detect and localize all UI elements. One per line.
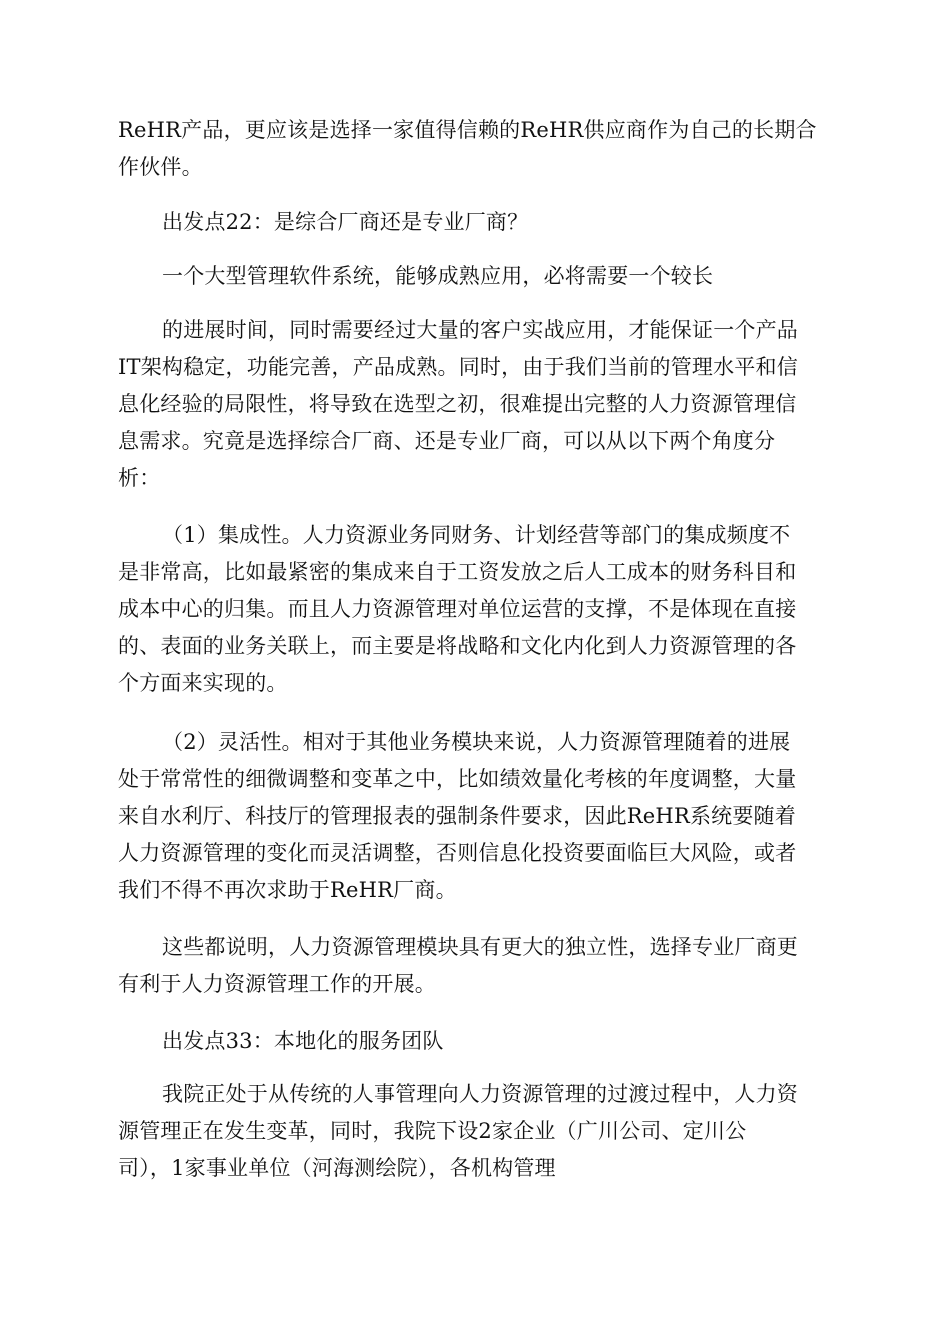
text-line: 来自水利厅、科技厅的管理报表的强制条件要求，因此ReHR系统要随着 [118, 804, 796, 828]
text-line: 有利于人力资源管理工作的开展。 [118, 972, 436, 996]
text-line: （1）集成性。人力资源业务同财务、计划经营等部门的集成频度不 [162, 523, 791, 547]
text-line: 是非常高，比如最紧密的集成来自于工资发放之后人工成本的财务科目和 [118, 560, 797, 584]
text-line: 息化经验的局限性，将导致在选型之初，很难提出完整的人力资源管理信 [118, 392, 797, 416]
text-line: 的、表面的业务关联上，而主要是将战略和文化内化到人力资源管理的各 [118, 634, 797, 658]
text-line: 成本中心的归集。而且人力资源管理对单位运营的支撑，不是体现在直接 [118, 597, 797, 621]
text-line: 息需求。究竟是选择综合厂商、还是专业厂商，可以从以下两个角度分 [118, 429, 776, 453]
text-line: 我们不得不再次求助于ReHR厂商。 [118, 878, 457, 902]
text-line: IT架构稳定，功能完善，产品成熟。同时，由于我们当前的管理水平和信 [118, 355, 798, 379]
text-line: 人力资源管理的变化而灵活调整，否则信息化投资要面临巨大风险，或者 [118, 841, 797, 865]
heading-line: 出发点33：本地化的服务团队 [162, 1029, 444, 1053]
text-line: 一个大型管理软件系统，能够成熟应用，必将需要一个较长 [162, 264, 714, 288]
text-line: 析： [118, 466, 161, 490]
heading-line: 出发点22：是综合厂商还是专业厂商？ [162, 210, 529, 234]
text-line: 处于常常性的细微调整和变革之中，比如绩效量化考核的年度调整，大量 [118, 767, 797, 791]
text-line: 作伙伴。 [118, 155, 203, 179]
text-line: 这些都说明，人力资源管理模块具有更大的独立性，选择专业厂商更 [162, 935, 798, 959]
text-line: 司），1家事业单位（河海测绘院），各机构管理 [118, 1156, 556, 1180]
text-line: ReHR产品，更应该是选择一家值得信赖的ReHR供应商作为自己的长期合 [118, 118, 817, 142]
text-line: 个方面来实现的。 [118, 671, 288, 695]
text-line: 我院正处于从传统的人事管理向人力资源管理的过渡过程中，人力资 [162, 1082, 798, 1106]
text-line: 源管理正在发生变革，同时，我院下设2家企业（广川公司、定川公 [118, 1119, 747, 1143]
text-line: （2）灵活性。相对于其他业务模块来说，人力资源管理随着的进展 [162, 730, 791, 754]
text-line: 的进展时间，同时需要经过大量的客户实战应用，才能保证一个产品 [162, 318, 798, 342]
